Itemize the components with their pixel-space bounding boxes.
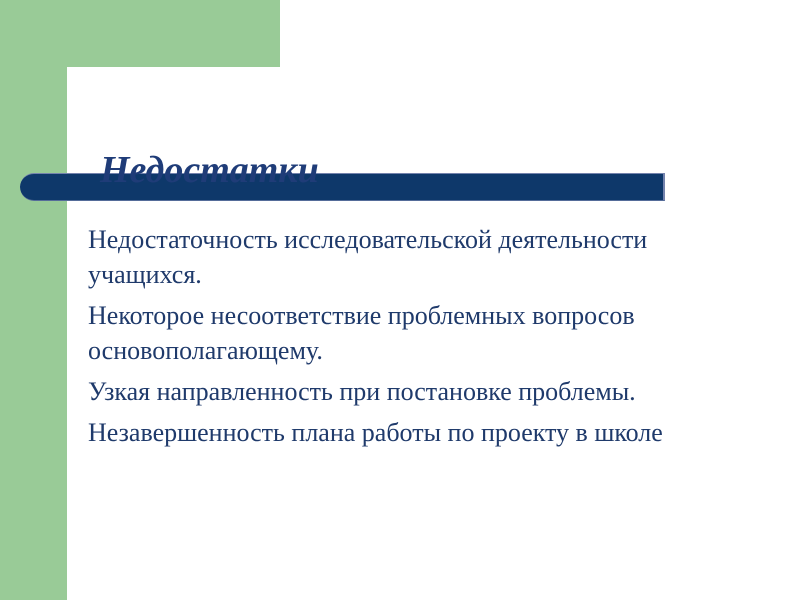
body-paragraph: Незавершенность плана работы по проекту в школе	[88, 418, 663, 447]
body-paragraph: Некоторое несоответствие проблемных вопросов основополагающему.	[88, 301, 635, 365]
body-paragraph: Узкая направленность при постановке проблемы.	[88, 377, 636, 406]
body-paragraph: Недостаточность исследовательской деятельности учащихся.	[88, 225, 648, 289]
slide-body	[88, 222, 728, 456]
green-accent-left-column	[0, 0, 67, 600]
slide-title: Недостатки	[100, 149, 319, 192]
